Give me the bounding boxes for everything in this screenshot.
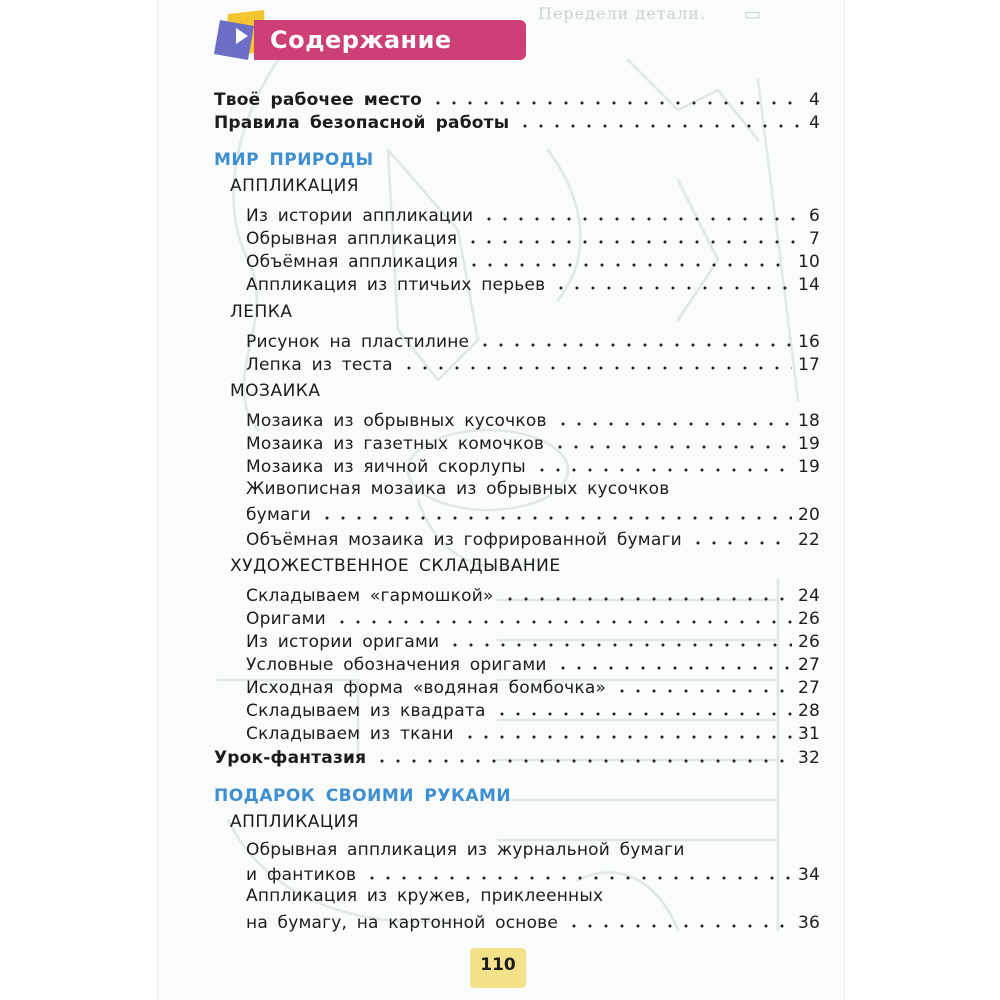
toc-entry[interactable]	[246, 526, 820, 550]
toc-entry-label: Твоё рабочее место	[214, 90, 422, 110]
toc-entry-label-line1: Живописная мозаика из обрывных кусочков	[246, 479, 670, 499]
dot-leader	[551, 666, 792, 670]
dot-leader	[513, 124, 803, 128]
toc-entry-label: Складываем «гармошкой»	[246, 586, 494, 606]
toc-entry-page: 27	[797, 678, 820, 698]
toc-entry[interactable]	[246, 328, 820, 352]
toc-entry[interactable]	[246, 351, 820, 375]
group-heading: АППЛИКАЦИЯ	[230, 812, 360, 832]
toc-entry-page: 6	[808, 206, 820, 226]
toc-entry-page: 26	[797, 609, 820, 629]
dot-leader	[443, 643, 792, 647]
toc-entry-label: Мозаика из яичной скорлупы	[246, 457, 526, 477]
dot-leader	[548, 445, 792, 449]
toc-entry[interactable]	[246, 453, 820, 477]
toc-entry-page: 19	[797, 457, 820, 477]
toc-entry-page: 14	[797, 275, 820, 295]
toc-entry-label: на бумагу, на картонной основе	[246, 913, 559, 933]
group-heading: АППЛИКАЦИЯ	[230, 176, 360, 196]
toc-entry-label: Исходная форма «водяная бомбочка»	[246, 678, 607, 698]
toc-entry[interactable]	[214, 86, 820, 110]
toc-entry-label: Аппликация из птичьих перьев	[246, 275, 546, 295]
dot-leader	[473, 343, 792, 347]
toc-entry-label: Мозаика из обрывных кусочков	[246, 411, 547, 431]
group-heading: ЛЕПКА	[230, 302, 293, 322]
toc-entry-page: 26	[797, 632, 820, 652]
toc-entry-page: 18	[797, 411, 820, 431]
toc-entry-page: 4	[808, 90, 820, 110]
toc-entry-label-line1: Аппликация из кружев, приклеенных	[246, 886, 604, 906]
toc-entry[interactable]	[214, 744, 820, 768]
toc-entry-label: Складываем из ткани	[246, 724, 454, 744]
toc-entry-label: Урок-фантазия	[214, 748, 367, 768]
toc-entry-label: Оригами	[246, 609, 326, 629]
dot-leader	[458, 735, 792, 739]
toc-entry[interactable]	[246, 582, 820, 606]
section-heading: МИР ПРИРОДЫ	[214, 150, 374, 170]
dot-leader	[330, 620, 792, 624]
dot-leader	[551, 422, 792, 426]
toc-entry[interactable]	[246, 605, 820, 629]
header-faded-text: Передели детали.	[538, 4, 706, 23]
group-heading: МОЗАИКА	[230, 381, 321, 401]
toc-entry[interactable]	[246, 909, 820, 933]
toc-entry-page: 27	[797, 655, 820, 675]
toc-entry-page: 28	[797, 701, 820, 721]
dot-leader	[397, 366, 792, 370]
toc-entry[interactable]	[246, 861, 820, 885]
group-heading: ХУДОЖЕСТВЕННОЕ СКЛАДЫВАНИЕ	[230, 556, 561, 576]
toc-entry[interactable]	[246, 430, 820, 454]
book-page	[158, 0, 844, 1000]
toc-entry-label-line1: Обрывная аппликация из журнальной бумаги	[246, 840, 685, 860]
toc-entry-label: Условные обозначения оригами	[246, 655, 547, 675]
toc-entry-label: Правила безопасной работы	[214, 113, 510, 133]
toc-entry[interactable]	[246, 225, 820, 249]
toc-entry-label: бумаги	[246, 505, 311, 525]
glue-stick-icon: ▭	[744, 4, 762, 25]
page-title: Содержание	[270, 26, 452, 54]
toc-entry-page: 32	[797, 748, 820, 768]
dot-leader	[498, 597, 792, 601]
dot-leader	[462, 263, 792, 267]
toc-entry-page: 36	[797, 913, 820, 933]
dot-leader	[360, 876, 792, 880]
dot-leader	[610, 689, 792, 693]
dot-leader	[530, 468, 792, 472]
dot-leader	[686, 541, 792, 545]
toc-entry[interactable]	[246, 407, 820, 431]
toc-entry-label: Объёмная мозаика из гофрированной бумаги	[246, 530, 682, 550]
toc-entry[interactable]	[246, 202, 820, 226]
toc-entry[interactable]	[246, 651, 820, 675]
dot-leader	[490, 712, 792, 716]
dot-leader	[426, 101, 803, 105]
section-heading: ПОДАРОК СВОИМИ РУКАМИ	[214, 786, 512, 806]
page-number: 110	[480, 955, 516, 975]
toc-entry[interactable]	[214, 109, 820, 133]
dot-leader	[370, 759, 792, 763]
toc-entry-page: 34	[797, 865, 820, 885]
toc-entry-label: Мозаика из газетных комочков	[246, 434, 545, 454]
toc-entry-label: Лепка из теста	[246, 355, 393, 375]
dot-leader	[477, 217, 803, 221]
toc-entry-page: 16	[797, 332, 820, 352]
toc-entry-label: Рисунок на пластилине	[246, 332, 470, 352]
toc-entry-page: 31	[797, 724, 820, 744]
toc-entry[interactable]	[246, 248, 820, 272]
toc-entry-label: Обрывная аппликация	[246, 229, 458, 249]
toc-entry-label: и фантиков	[246, 865, 357, 885]
toc-entry-label: Объёмная аппликация	[246, 252, 459, 272]
toc-entry[interactable]	[246, 720, 820, 744]
dot-leader	[562, 924, 792, 928]
dot-leader	[549, 286, 792, 290]
toc-entry-page: 24	[797, 586, 820, 606]
toc-entry[interactable]	[246, 697, 820, 721]
toc-entry-page: 4	[808, 113, 820, 133]
toc-entry-label: Из истории аппликации	[246, 206, 474, 226]
dot-leader	[461, 240, 803, 244]
toc-entry-page: 17	[797, 355, 820, 375]
toc-entry-label: Из истории оригами	[246, 632, 440, 652]
toc-entry[interactable]	[246, 674, 820, 698]
toc-entry[interactable]	[246, 628, 820, 652]
toc-entry-page: 20	[797, 505, 820, 525]
toc-entry-page: 22	[797, 530, 820, 550]
toc-entry-page: 19	[797, 434, 820, 454]
toc-entry[interactable]	[246, 501, 820, 525]
dot-leader	[315, 516, 792, 520]
toc-entry-label: Складываем из квадрата	[246, 701, 486, 721]
toc-entry-page: 10	[797, 252, 820, 272]
toc-entry-page: 7	[808, 229, 820, 249]
toc-entry[interactable]	[246, 271, 820, 295]
